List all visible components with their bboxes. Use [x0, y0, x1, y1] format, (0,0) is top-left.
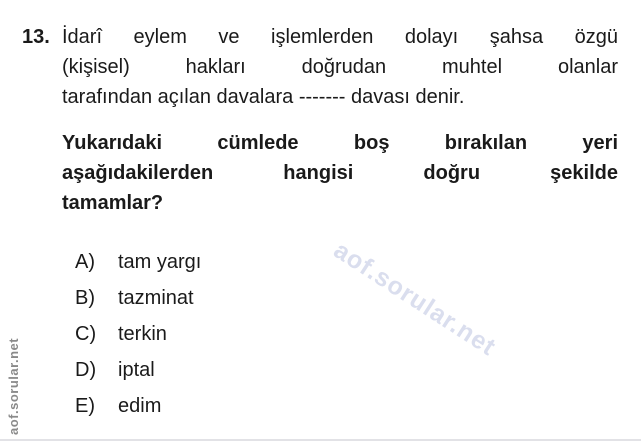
option-letter: C): [75, 323, 97, 345]
option-text: edim: [118, 395, 162, 417]
question-prompt: [62, 128, 618, 218]
option-a[interactable]: [75, 247, 618, 277]
question-block: [22, 22, 618, 427]
option-letter: B): [75, 287, 95, 309]
option-text: tazminat: [118, 287, 194, 309]
option-letter: E): [75, 395, 95, 417]
question-number: 13.: [22, 26, 50, 48]
question-body: [62, 22, 618, 112]
option-text: tam yargı: [118, 251, 202, 273]
option-c[interactable]: [75, 319, 618, 349]
question-prompt-line: aşağıdakilerden hangisi doğru şekilde: [62, 162, 618, 184]
option-text: iptal: [118, 359, 155, 381]
option-d[interactable]: [75, 355, 618, 385]
option-letter: A): [75, 251, 95, 273]
option-text: terkin: [118, 323, 167, 345]
question-prompt-line: Yukarıdaki cümlede boş bırakılan yeri: [62, 132, 618, 154]
site-watermark-vertical: aof.sorular.net: [6, 337, 21, 435]
options-list: [62, 247, 618, 421]
option-e[interactable]: [75, 391, 618, 421]
question-content: [62, 22, 618, 427]
question-prompt-line: tamamlar?: [62, 192, 164, 214]
question-body-line: İdarî eylem ve işlemlerden dolayı şahsa özgü: [62, 26, 618, 48]
option-letter: D): [75, 359, 97, 381]
site-watermark-diagonal: aof.sorular.net: [328, 236, 502, 362]
question-body-line: tarafından açılan davalara ------- davası denir.: [62, 86, 465, 108]
question-body-line: (kişisel) hakları doğrudan muhtel olanlar: [62, 56, 618, 78]
option-b[interactable]: [75, 283, 618, 313]
